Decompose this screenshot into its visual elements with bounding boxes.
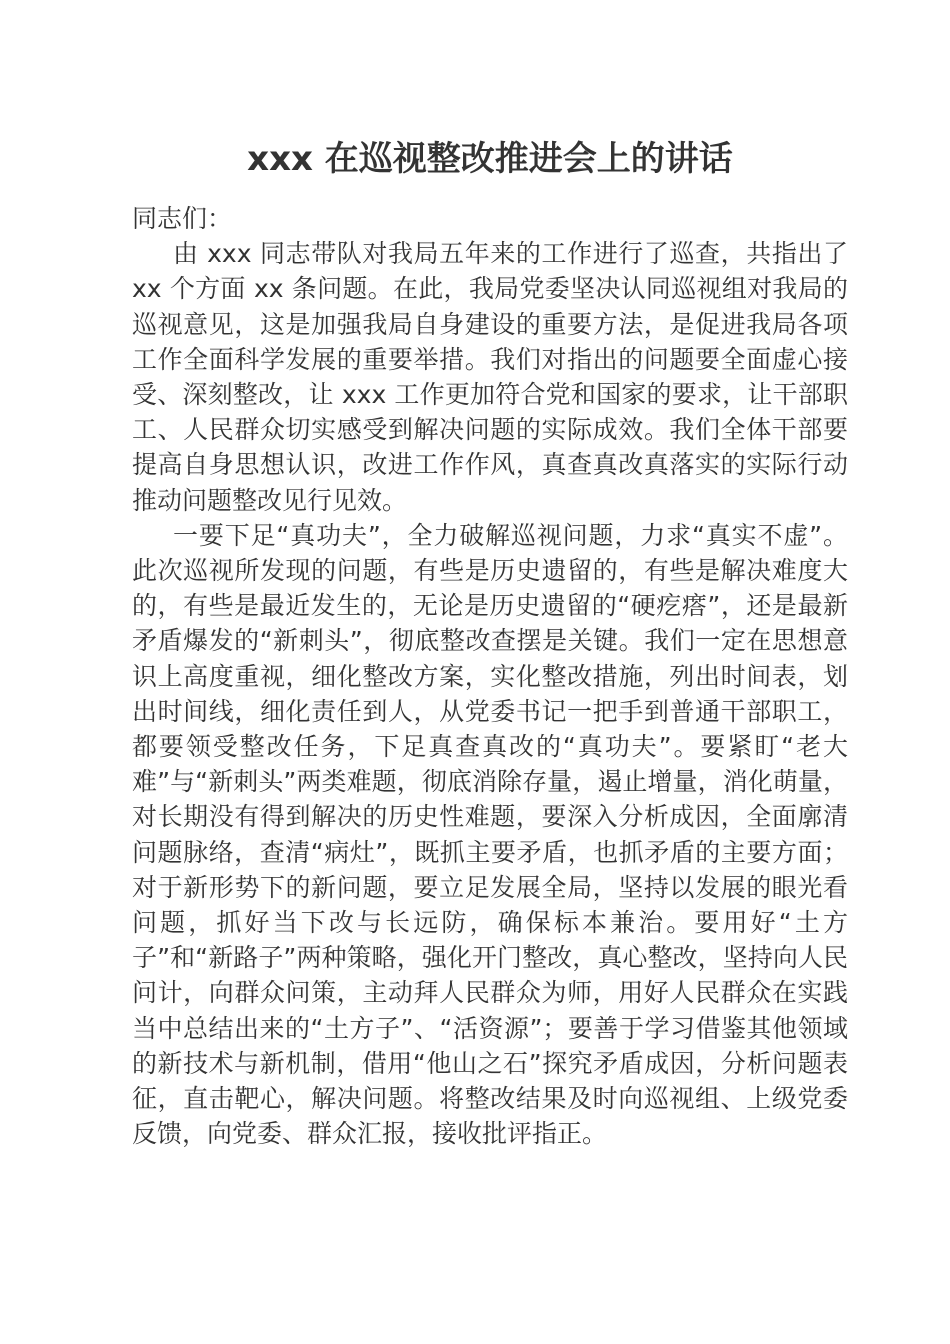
paragraph-intro: 由 xxx 同志带队对我局五年来的工作进行了巡查，共指出了 xx 个方面 xx 条问题。在此，我局党委坚决认同巡视组对我局的巡视意见，这是加强我局自身建设的重要方法，是促进我局各项工作全面科学发展的重要举措。我们对指出的问题要全面虚心接受、深刻整改，让 xxx 工作更加符合党和国家的要求，让干部职工、人民群众切实感受到解决问题的实际成效。我们全体干部要提高自身思想认识，改进工作作风，真查真改真落实的实际行动推动问题整改见行见效。 [132, 239, 848, 515]
paragraph-point-one: 一要下足“真功夫”，全力破解巡视问题，力求“真实不虚”。此次巡视所发现的问题，有些是历史遗留的，有些是解决难度大的，有些是最近发生的，无论是历史遗留的“硬疙瘩”，还是最新矛盾爆发的“新刺头”，彻底整改查摆是关键。我们一定在思想意识上高度重视，细化整改方案，实化整改措施，列出时间表，划出时间线，细化责任到人，从党委书记一把手到普通干部职工，都要领受整改任务，下足真查真改的“真功夫”。要紧盯“老大难”与“新刺头”两类难题，彻底消除存量，遏止增量，消化萌量，对长期没有得到解决的历史性难题，要深入分析成因，全面廓清问题脉络，查清“病灶”，既抓主要矛盾，也抓矛盾的主要方面；对于新形势下的新问题，要立足发展全局，坚持以发展的眼光看问题，抓好当下改与长远防，确保标本兼治。要用好“土方子”和“新路子”两种策略，强化开门整改，真心整改，坚持向人民问计，向群众问策，主动拜人民群众为师，用好人民群众在实践当中总结出来的“土方子”、“活资源”；要善于学习借鉴其他领域的新技术与新机制，借用“他山之石”探究矛盾成因，分析问题表征，直击靶心，解决问题。将整改结果及时向巡视组、上级党委反馈，向党委、群众汇报，接收批评指正。 [132, 520, 848, 1149]
document-title: xxx 在巡视整改推进会上的讲话 [247, 139, 733, 179]
salutation: 同志们： [132, 204, 233, 233]
document-body [132, 201, 848, 1151]
